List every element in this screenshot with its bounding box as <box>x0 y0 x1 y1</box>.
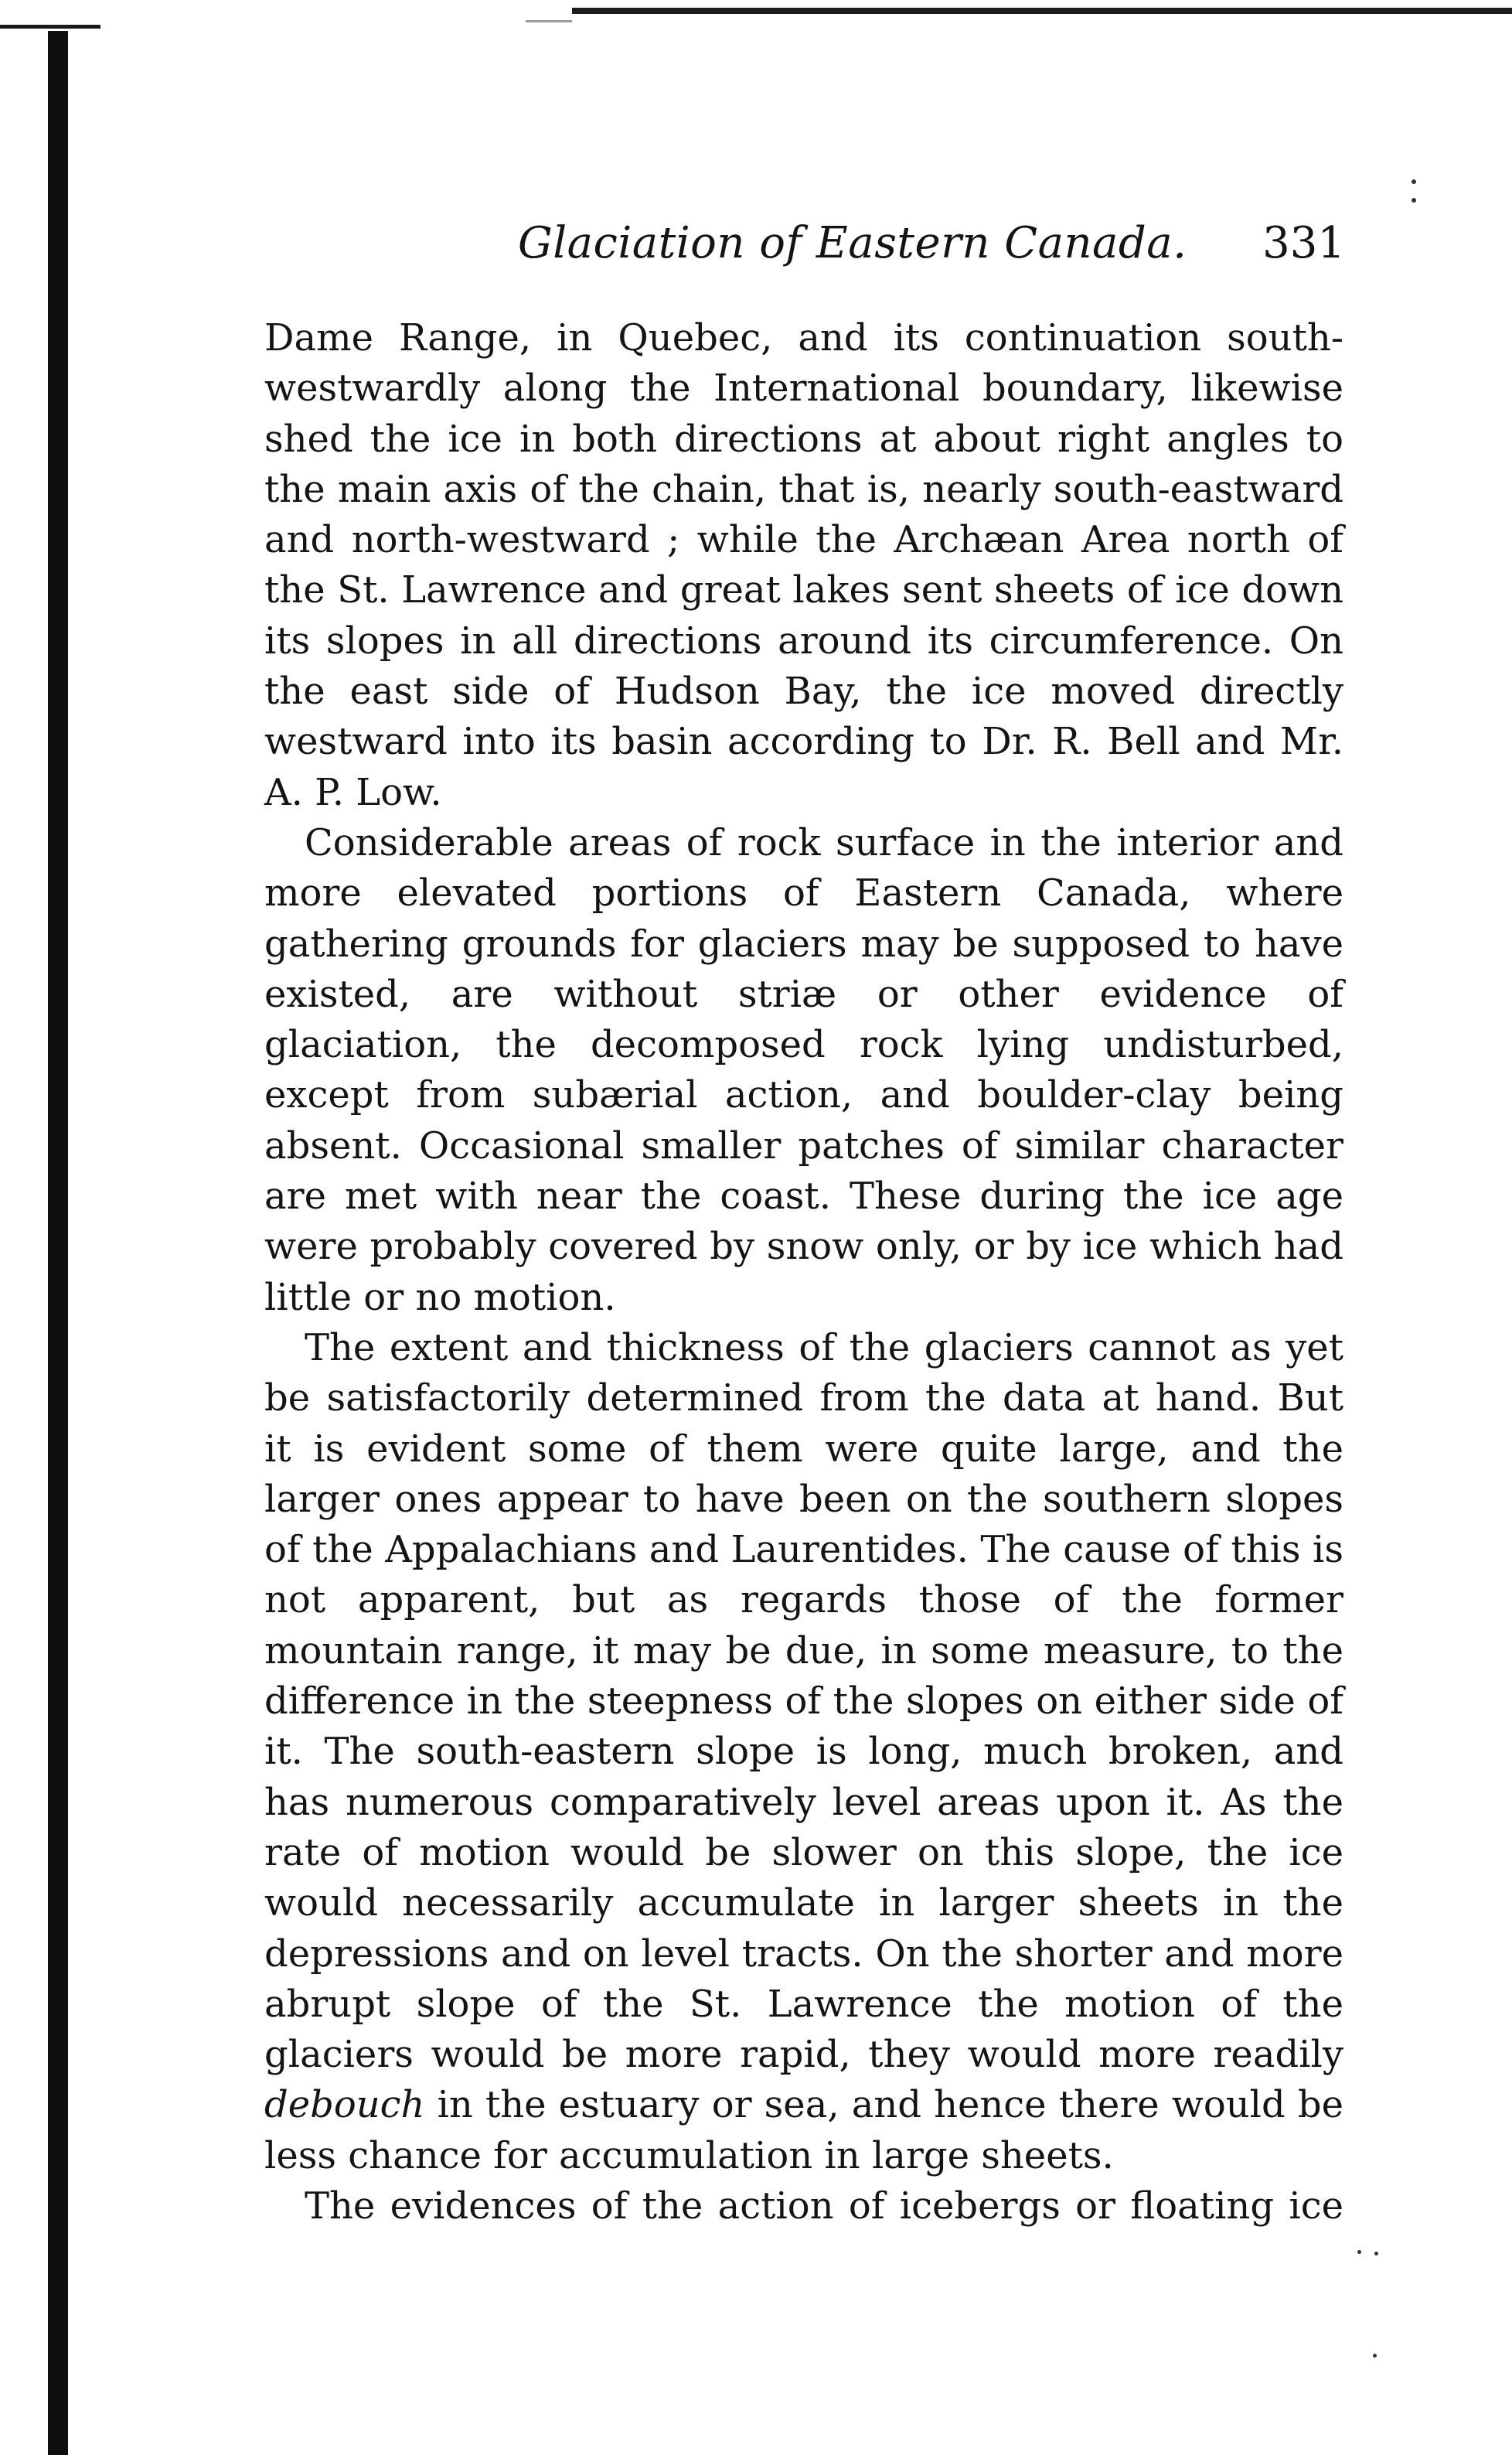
top-edge-rule <box>572 8 1512 14</box>
paragraph <box>264 313 1343 818</box>
running-title: Glaciation of Eastern Canada. <box>518 218 1187 268</box>
paragraph-text: Dame Range, in Quebec, and its continuation south-westwardly along the International boundary, likewise shed the ice in both directions at about right angles to the main axis of the chain, that is, nearly south-eastward and north-westward ; while the Archæan Area north of the St. Lawrence and great lakes sent sheets of ice down its slopes in all directions around its circumference. On the east side of Hudson Bay, the ice moved directly westward into its basin according to Dr. R. Bell and Mr. A. P. Low. <box>264 316 1343 814</box>
page-number: 331 <box>1262 218 1345 268</box>
top-edge-mark <box>526 20 572 22</box>
scan-speck <box>1357 2250 1361 2254</box>
paragraph-text: The evidences of the action of icebergs or floating ice <box>305 2184 1343 2228</box>
binding-shadow <box>48 31 68 2455</box>
binding-edge-cap <box>0 25 100 29</box>
scan-speck <box>1412 198 1416 203</box>
italic-term: debouch <box>264 2083 425 2127</box>
paragraph <box>264 1323 1343 2181</box>
paragraph <box>264 2181 1343 2232</box>
paragraph-text: in the estuary or sea, and hence there would be less chance for accumulation in large sheets. <box>264 2083 1343 2177</box>
scan-speck <box>1412 179 1416 184</box>
paragraph-text: The extent and thickness of the glaciers cannot as yet be satisfactorily determined from the data at hand. But it is evident some of them were quite large, and the larger ones appear to have been on the southern slopes of the Appalachians and Laurentides. The cause of this is not apparent, but as regards those of the former mountain range, it may be due, in some measure, to the difference in the steepness of the slopes on either side of it. The south-eastern slope is long, much broken, and has numerous comparatively level areas upon it. As the rate of motion would be slower on this slope, the ice would necessarily accumulate in larger sheets in the depressions and on level tracts. On the shorter and more abrupt slope of the St. Lawrence the motion of the glaciers would be more rapid, they would more readily <box>264 1325 1343 2077</box>
scan-speck <box>1373 2354 1377 2358</box>
paragraph-text: Considerable areas of rock surface in the interior and more elevated portions of Eastern Canada, where gathering grounds for glaciers may be supposed to have existed, are without striæ or other evidence of glaciation, the decomposed rock lying undisturbed, except from subærial action, and boulder-clay being absent. Occasional smaller patches of similar character are met with near the coast. These during the ice age were probably covered by snow only, or by ice which had little or no motion. <box>264 820 1343 1319</box>
scan-speck <box>1374 2252 1378 2256</box>
running-header <box>263 218 1345 280</box>
body-text <box>264 313 1343 2232</box>
paragraph <box>264 818 1343 1323</box>
